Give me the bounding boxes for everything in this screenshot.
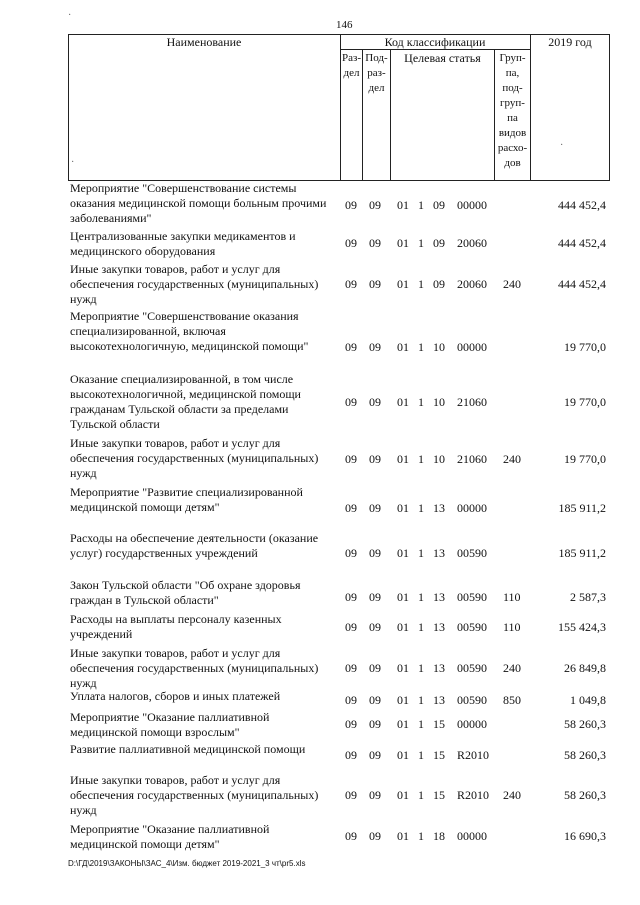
row-c3: 13: [433, 501, 445, 515]
row-razdel: 09: [345, 198, 357, 212]
row-c3: 15: [433, 748, 445, 762]
row-c1: 01: [397, 590, 409, 604]
row-c4: 00590: [457, 590, 487, 604]
row-amount: 185 911,2: [558, 501, 606, 515]
row-podrazdel: 09: [369, 198, 381, 212]
row-name: Иные закупки товаров, работ и услуг для обеспечения государственных (муниципальных) нужд: [70, 773, 319, 817]
row-amount: 444 452,4: [558, 277, 606, 291]
col-divider-code: [530, 34, 531, 180]
row-razdel: 09: [345, 277, 357, 291]
row-c1: 01: [397, 748, 409, 762]
row-c3: 09: [433, 277, 445, 291]
row-amount: 1 049,8: [570, 693, 606, 707]
row-c1: 01: [397, 546, 409, 560]
row-razdel: 09: [345, 546, 357, 560]
row-podrazdel: 09: [369, 236, 381, 250]
row-amount: 19 770,0: [564, 395, 606, 409]
row-name: Мероприятие "Совершенствование оказания специализированной, включая высокотехнологичную, медицинской помощи": [70, 309, 309, 353]
row-c4: 00000: [457, 501, 487, 515]
col-divider-right: [609, 34, 610, 180]
row-podrazdel: 09: [369, 340, 381, 354]
header-code: Код классификации: [384, 35, 486, 49]
row-razdel: 09: [345, 748, 357, 762]
row-name: Закон Тульской области "Об охране здоровья граждан в Тульской области": [70, 578, 301, 607]
row-c2: 1: [418, 452, 424, 466]
row-name: Мероприятие "Оказание паллиативной медицинской помощи взрослым": [70, 710, 270, 739]
row-c3: 13: [433, 590, 445, 604]
row-amount: 16 690,3: [564, 829, 606, 843]
row-c2: 1: [418, 501, 424, 515]
row-c4: 21060: [457, 452, 487, 466]
row-c1: 01: [397, 717, 409, 731]
row-c4: R2010: [457, 788, 490, 802]
row-podrazdel: 09: [369, 829, 381, 843]
row-podrazdel: 09: [369, 452, 381, 466]
header-group: Груп- па, под- груп- па видов расхо- дов: [497, 52, 528, 169]
col-divider-podrazdel: [390, 49, 391, 180]
row-group: 110: [503, 620, 521, 634]
row-c3: 15: [433, 788, 445, 802]
row-razdel: 09: [345, 717, 357, 731]
row-c3: 13: [433, 661, 445, 675]
row-group: 240: [503, 788, 521, 802]
row-c4: 00000: [457, 717, 487, 731]
row-amount: 58 260,3: [564, 748, 606, 762]
header-name: Наименование: [166, 35, 242, 49]
row-c1: 01: [397, 340, 409, 354]
row-c4: 20060: [457, 277, 487, 291]
row-c2: 1: [418, 620, 424, 634]
row-c1: 01: [397, 620, 409, 634]
row-c1: 01: [397, 788, 409, 802]
row-c4: 21060: [457, 395, 487, 409]
row-c2: 1: [418, 395, 424, 409]
col-divider-left: [68, 34, 69, 180]
row-c3: 13: [433, 546, 445, 560]
row-name: Уплата налогов, сборов и иных платежей: [70, 689, 281, 703]
row-c1: 01: [397, 198, 409, 212]
row-c4: 00000: [457, 829, 487, 843]
row-c3: 09: [433, 236, 445, 250]
row-c1: 01: [397, 829, 409, 843]
row-razdel: 09: [345, 395, 357, 409]
row-name: Централизованные закупки медикаментов и медицинского оборудования: [70, 229, 296, 258]
row-razdel: 09: [345, 590, 357, 604]
row-c2: 1: [418, 277, 424, 291]
row-c3: 10: [433, 452, 445, 466]
row-razdel: 09: [345, 661, 357, 675]
row-podrazdel: 09: [369, 501, 381, 515]
row-name: Мероприятие "Развитие специализированной медицинской помощи детям": [70, 485, 303, 514]
row-name: Мероприятие "Оказание паллиативной медицинской помощи детям": [70, 822, 270, 851]
row-c3: 09: [433, 198, 445, 212]
row-name: Иные закупки товаров, работ и услуг для обеспечения государственных (муниципальных) нужд: [70, 436, 319, 480]
row-c4: 00590: [457, 620, 487, 634]
row-c1: 01: [397, 661, 409, 675]
scan-speck: ·: [560, 140, 564, 151]
row-c2: 1: [418, 590, 424, 604]
row-c4: R2010: [457, 748, 490, 762]
row-name: Иные закупки товаров, работ и услуг для обеспечения государственных (муниципальных) нужд: [70, 262, 319, 306]
row-razdel: 09: [345, 236, 357, 250]
scan-speck: ·: [68, 10, 72, 21]
row-podrazdel: 09: [369, 277, 381, 291]
row-c1: 01: [397, 501, 409, 515]
row-amount: 26 849,8: [564, 661, 606, 675]
row-razdel: 09: [345, 829, 357, 843]
row-c2: 1: [418, 788, 424, 802]
row-razdel: 09: [345, 340, 357, 354]
row-c2: 1: [418, 236, 424, 250]
row-c3: 13: [433, 693, 445, 707]
row-c3: 15: [433, 717, 445, 731]
row-c3: 13: [433, 620, 445, 634]
row-c2: 1: [418, 829, 424, 843]
row-amount: 19 770,0: [564, 452, 606, 466]
file-path-footer: D:\ГД\2019\ЗАКОНЫ\ЗАС_4\Изм. бюджет 2019-2021_3 чт\pr5.xls: [68, 859, 306, 868]
row-amount: 58 260,3: [564, 788, 606, 802]
row-c4: 00590: [457, 693, 487, 707]
row-c2: 1: [418, 198, 424, 212]
row-podrazdel: 09: [369, 788, 381, 802]
row-name: Иные закупки товаров, работ и услуг для обеспечения государственных (муниципальных) нужд: [70, 646, 319, 690]
row-amount: 185 911,2: [558, 546, 606, 560]
row-amount: 444 452,4: [558, 236, 606, 250]
header-target: Целевая статья: [404, 51, 481, 65]
row-group: 850: [503, 693, 521, 707]
row-c2: 1: [418, 340, 424, 354]
row-c1: 01: [397, 395, 409, 409]
row-c1: 01: [397, 693, 409, 707]
row-c3: 18: [433, 829, 445, 843]
row-group: 240: [503, 661, 521, 675]
row-c4: 00590: [457, 661, 487, 675]
row-podrazdel: 09: [369, 693, 381, 707]
row-c2: 1: [418, 748, 424, 762]
row-group: 240: [503, 452, 521, 466]
row-group: 240: [503, 277, 521, 291]
row-podrazdel: 09: [369, 590, 381, 604]
row-razdel: 09: [345, 501, 357, 515]
header-razdel: Раз- дел: [341, 52, 361, 79]
row-group: 110: [503, 590, 521, 604]
row-razdel: 09: [345, 693, 357, 707]
row-c1: 01: [397, 277, 409, 291]
row-c4: 20060: [457, 236, 487, 250]
scan-speck: ·: [71, 157, 75, 168]
row-podrazdel: 09: [369, 546, 381, 560]
row-c3: 10: [433, 395, 445, 409]
row-c4: 00000: [457, 198, 487, 212]
row-podrazdel: 09: [369, 748, 381, 762]
row-podrazdel: 09: [369, 661, 381, 675]
row-podrazdel: 09: [369, 717, 381, 731]
row-razdel: 09: [345, 620, 357, 634]
row-name: Мероприятие "Совершенствование системы оказания медицинской помощи больным прочими заболеваниями": [70, 181, 327, 225]
row-c2: 1: [418, 661, 424, 675]
row-c3: 10: [433, 340, 445, 354]
row-c4: 00590: [457, 546, 487, 560]
row-c2: 1: [418, 546, 424, 560]
row-name: Расходы на выплаты персоналу казенных учреждений: [70, 612, 282, 641]
row-amount: 155 424,3: [558, 620, 606, 634]
row-c2: 1: [418, 693, 424, 707]
row-c1: 01: [397, 236, 409, 250]
row-c1: 01: [397, 452, 409, 466]
row-name: Оказание специализированной, в том числе высокотехнологичной, медицинской помощи гражданам Тульской области за пределами Тульской области: [70, 372, 301, 431]
row-podrazdel: 09: [369, 395, 381, 409]
row-amount: 2 587,3: [570, 590, 606, 604]
header-year: 2019 год: [548, 35, 592, 49]
row-c4: 00000: [457, 340, 487, 354]
row-name: Развитие паллиативной медицинской помощи: [70, 742, 306, 756]
row-podrazdel: 09: [369, 620, 381, 634]
row-c2: 1: [418, 717, 424, 731]
row-amount: 444 452,4: [558, 198, 606, 212]
row-name: Расходы на обеспечение деятельности (оказание услуг) государственных учреждений: [70, 531, 319, 560]
row-amount: 19 770,0: [564, 340, 606, 354]
row-razdel: 09: [345, 788, 357, 802]
page-number: 146: [336, 19, 353, 31]
row-razdel: 09: [345, 452, 357, 466]
header-podrazdel: Под- раз- дел: [365, 52, 388, 94]
row-amount: 58 260,3: [564, 717, 606, 731]
